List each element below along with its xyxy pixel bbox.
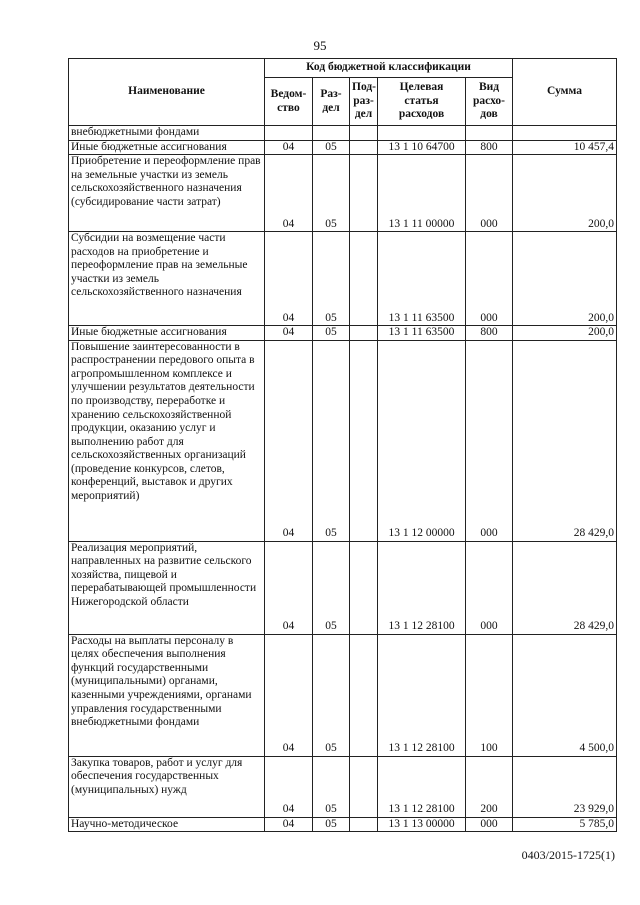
cell-vid: 800	[466, 140, 513, 155]
cell-name: Расходы на выплаты персоналу в целях обеспечения выполнения функций государственными (муниципальными) органами, казенными учреждениями, органами управления государственными внебюджетными фондами	[69, 634, 265, 756]
cell-ved: 04	[265, 340, 313, 541]
table-row	[69, 140, 617, 155]
cell-ved: 04	[265, 756, 313, 817]
cell-cel: 13 1 11 00000	[378, 155, 466, 232]
header-name: Наименование	[69, 59, 265, 126]
cell-sum: 10 457,4	[513, 140, 617, 155]
header-podrazdel: Под- раз- дел	[350, 78, 378, 126]
cell-podr	[350, 817, 378, 832]
cell-cel	[378, 126, 466, 141]
table-row	[69, 155, 617, 232]
header-celevaya: Целевая статья расходов	[378, 78, 466, 126]
table-body	[69, 126, 617, 832]
cell-name: Иные бюджетные ассигнования	[69, 140, 265, 155]
cell-sum: 4 500,0	[513, 634, 617, 756]
cell-cel: 13 1 12 00000	[378, 340, 466, 541]
cell-name: Приобретение и переоформление прав на земельные участки из земель сельскохозяйственного назначения (субсидирование части затрат)	[69, 155, 265, 232]
cell-podr	[350, 140, 378, 155]
cell-ved: 04	[265, 634, 313, 756]
cell-sum: 28 429,0	[513, 340, 617, 541]
cell-ved: 04	[265, 232, 313, 326]
cell-vid: 000	[466, 817, 513, 832]
cell-razd: 05	[313, 340, 350, 541]
header-code-group: Код бюджетной классификации	[265, 59, 513, 78]
cell-razd	[313, 126, 350, 141]
cell-sum: 200,0	[513, 326, 617, 341]
header-sum: Сумма	[513, 59, 617, 126]
cell-ved: 04	[265, 140, 313, 155]
cell-cel: 13 1 11 63500	[378, 326, 466, 341]
cell-cel: 13 1 10 64700	[378, 140, 466, 155]
document-code: 0403/2015-1725(1)	[521, 848, 615, 862]
cell-razd: 05	[313, 817, 350, 832]
cell-podr	[350, 232, 378, 326]
cell-vid: 100	[466, 634, 513, 756]
cell-name: Повышение заинтересованности в распространении передового опыта в агропромышленном комплексе и улучшении результатов деятельности по производству, переработке и хранению сельскохозяйственной продукции, оказанию услуг и выполнению работ для сельскохозяйственных организаций (проведение конкурсов, слетов, конференций, выставок и других мероприятий)	[69, 340, 265, 541]
cell-name: внебюджетными фондами	[69, 126, 265, 141]
table-row	[69, 541, 617, 634]
cell-podr	[350, 340, 378, 541]
cell-name: Субсидии на возмещение части расходов на приобретение и переоформление прав на земельные участки из земель сельскохозяйственного назначения	[69, 232, 265, 326]
cell-name: Научно-методическое	[69, 817, 265, 832]
header-razdel: Раз- дел	[313, 78, 350, 126]
cell-sum: 23 929,0	[513, 756, 617, 817]
cell-ved: 04	[265, 817, 313, 832]
cell-podr	[350, 155, 378, 232]
cell-razd: 05	[313, 756, 350, 817]
cell-razd: 05	[313, 232, 350, 326]
table-row	[69, 634, 617, 756]
cell-ved	[265, 126, 313, 141]
cell-cel: 13 1 12 28100	[378, 634, 466, 756]
cell-razd: 05	[313, 326, 350, 341]
cell-name: Реализация мероприятий, направленных на развитие сельского хозяйства, пищевой и перерабатывающей промышленности Нижегородской области	[69, 541, 265, 634]
cell-vid: 000	[466, 232, 513, 326]
cell-vid: 000	[466, 340, 513, 541]
cell-cel: 13 1 13 00000	[378, 817, 466, 832]
table-row	[69, 817, 617, 832]
cell-name: Закупка товаров, работ и услуг для обеспечения государственных (муниципальных) нужд	[69, 756, 265, 817]
cell-ved: 04	[265, 541, 313, 634]
cell-vid: 000	[466, 155, 513, 232]
cell-podr	[350, 634, 378, 756]
header-vedomstvo: Ведом- ство	[265, 78, 313, 126]
cell-razd: 05	[313, 155, 350, 232]
cell-name: Иные бюджетные ассигнования	[69, 326, 265, 341]
cell-vid: 000	[466, 541, 513, 634]
cell-sum	[513, 126, 617, 141]
table-row	[69, 340, 617, 541]
table-row	[69, 326, 617, 341]
cell-podr	[350, 326, 378, 341]
cell-sum: 28 429,0	[513, 541, 617, 634]
table-row	[69, 126, 617, 141]
cell-ved: 04	[265, 155, 313, 232]
cell-cel: 13 1 11 63500	[378, 232, 466, 326]
table-row	[69, 756, 617, 817]
cell-sum: 200,0	[513, 155, 617, 232]
cell-razd: 05	[313, 634, 350, 756]
table-row	[69, 232, 617, 326]
cell-cel: 13 1 12 28100	[378, 756, 466, 817]
cell-podr	[350, 756, 378, 817]
header-vid: Вид расхо- дов	[466, 78, 513, 126]
cell-razd: 05	[313, 541, 350, 634]
cell-sum: 5 785,0	[513, 817, 617, 832]
cell-podr	[350, 126, 378, 141]
cell-ved: 04	[265, 326, 313, 341]
budget-table	[68, 58, 617, 832]
cell-razd: 05	[313, 140, 350, 155]
cell-cel: 13 1 12 28100	[378, 541, 466, 634]
cell-podr	[350, 541, 378, 634]
page-number: 95	[313, 38, 327, 53]
cell-vid: 200	[466, 756, 513, 817]
cell-vid: 800	[466, 326, 513, 341]
cell-vid	[466, 126, 513, 141]
cell-sum: 200,0	[513, 232, 617, 326]
